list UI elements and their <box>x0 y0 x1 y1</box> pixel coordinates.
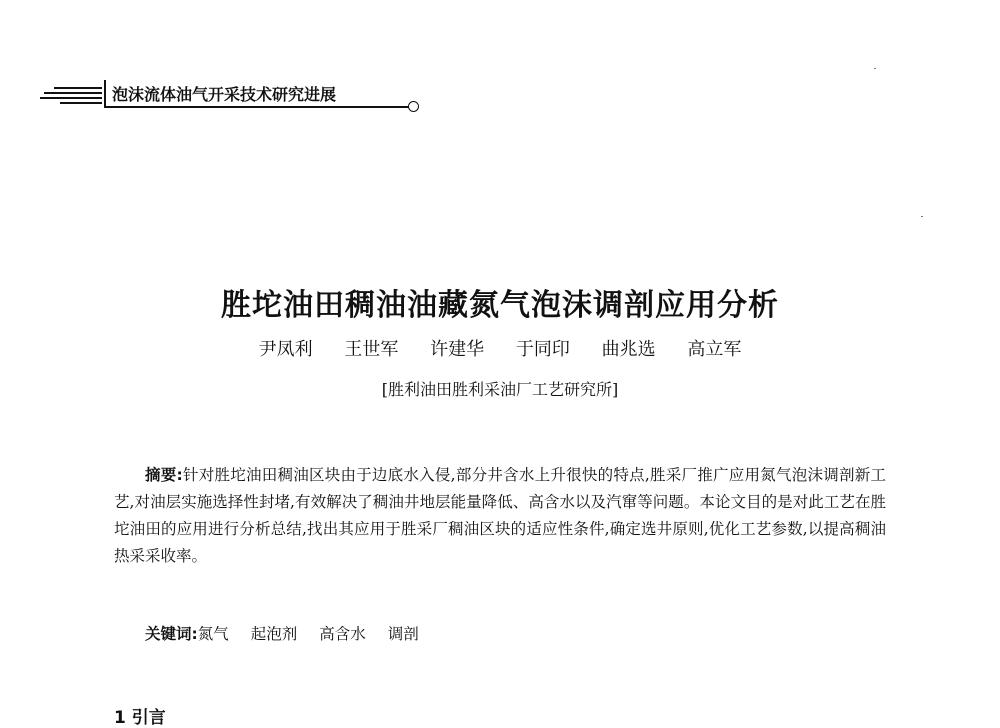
keywords-label: 关键词: <box>145 625 198 643</box>
scan-speck <box>921 216 923 217</box>
keyword: 氮气 <box>197 625 229 643</box>
abstract-label: 摘要: <box>145 466 183 484</box>
section-heading: 1 引言 <box>114 708 166 728</box>
author-name: 高立军 <box>687 339 742 360</box>
scan-speck <box>874 68 876 69</box>
header-divider <box>104 80 106 106</box>
paper-title: 胜坨油田稠油油藏氮气泡沫调剖应用分析 <box>221 288 779 323</box>
keyword: 调剖 <box>387 625 419 643</box>
author-list <box>0 335 1000 361</box>
keyword: 高含水 <box>319 625 366 643</box>
keyword: 起泡剂 <box>250 625 298 643</box>
abstract-paragraph <box>114 462 886 570</box>
author-name: 于同印 <box>515 339 570 360</box>
author-name: 曲兆选 <box>601 339 656 360</box>
abstract-text: 针对胜坨油田稠油区块由于边底水入侵,部分井含水上升很快的特点,胜采厂推广应用氮气泡沫调剖新工艺,对油层实施选择性封堵,有效解决了稠油井地层能量降低、高含水以及汽窜等问题。本论文目的是对此工艺在胜坨油田的应用进行分析总结,找出其应用于胜采厂稠油区块的适应性条件,确定选井原则,优化工艺参数,以提高稠油热采采收率。 <box>114 466 887 565</box>
author-name: 许建华 <box>430 339 485 360</box>
header-circle-ornament <box>408 101 419 112</box>
author-affiliation: [胜利油田胜利采油厂工艺研究所] <box>381 380 619 399</box>
author-name: 尹凤利 <box>258 339 313 360</box>
keywords-line <box>145 622 441 644</box>
author-name: 王世军 <box>344 339 399 360</box>
header-decoration-lines <box>40 87 102 107</box>
header-underline <box>104 106 410 108</box>
running-header <box>40 78 430 118</box>
header-section-title: 泡沫流体油气开采技术研究进展 <box>112 85 337 104</box>
